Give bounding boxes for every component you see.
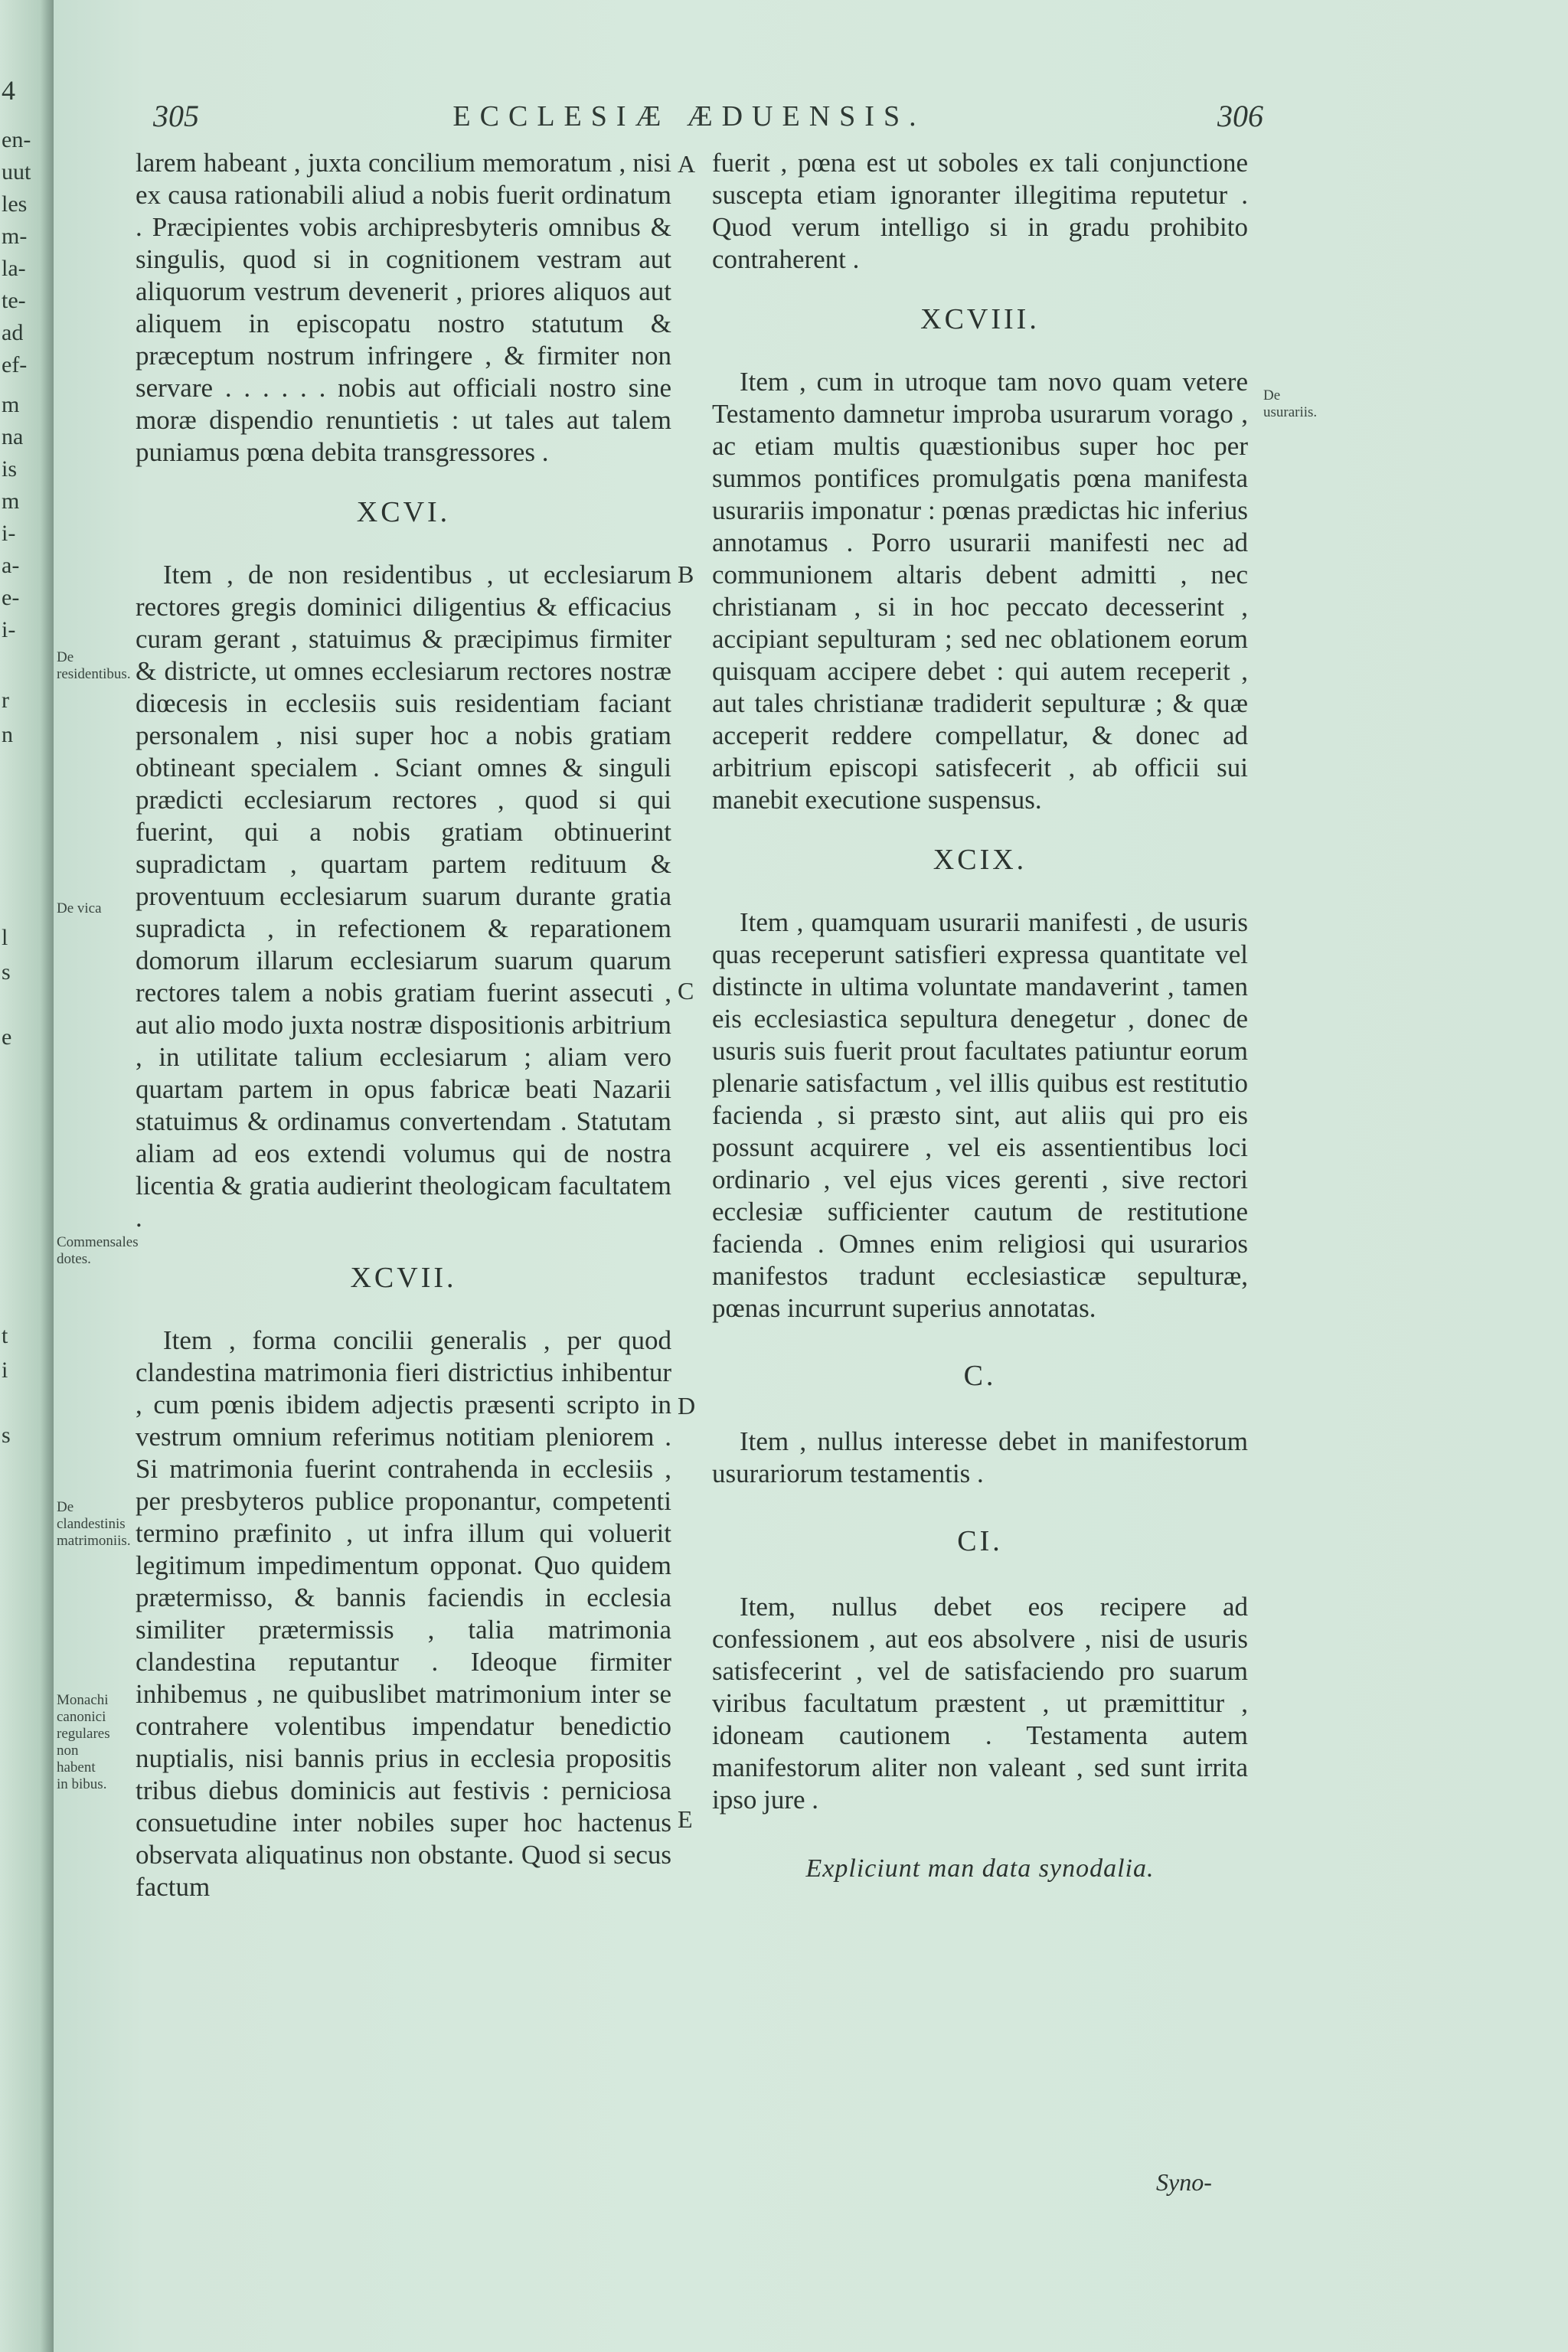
margin-note-usurariis: De usurariis. — [1263, 387, 1318, 420]
margin-note-commensales: Commensales dotes. — [57, 1234, 139, 1267]
paragraph-101: Item, nullus debet eos recipere ad confessionem , aut eos absolvere , nisi de usuris satisfecerint , vel de satisfaciendo pro suarum viribus facultatum præstent , ut præmittitur , idoneam cautionem . Testamenta autem manifestorum aliter non valeant , sed sunt irrita ipso jure . — [712, 1592, 1248, 1815]
paragraph-97: Item , forma concilii generalis , per quod clandestina matrimonia fieri districtius inhibentur , cum pœnis ibidem adjectis præsenti scripto in vestrum omnium referimus notitiam pleniorem . Si matrimonia fuerint contrahenda in ecclesiis , per presbyteros publice proponantur, competenti termino præfinito , ut infra illum qui voluerit legitimum impedimentum opponat. Quo quidem prætermisso, & bannis faciendis in ecclesia similiter prætermissis , talia matrimonia clandestina reputantur . Ideoque firmiter inhibemus , ne quibuslibet matrimonium inter se contrahere volentibus impendatur benedictio nuptialis, nisi bannis prius in ecclesia propositis tribus diebus dominicis aut festivis : perniciosa consuetudine inter nobiles super hoc hactenus observata aliquatinus non obstante. Quod si secus factum — [136, 1325, 671, 1902]
prev-fragment: r — [2, 688, 9, 713]
paragraph-98: Item , cum in utroque tam novo quam vetere Testamento damnetur improba usurarum vorago , ac etiam multis quæstionibus super hoc per summos pontifices promulgatis pœna manifesta usurariis imponatur : pœnas prædictas hic inferius annotamus . Porro usurarii manifesti nec ad communionem altaris debent admitti , nec christianam , si in hoc peccato decesserint , accipiant sepulturam ; sed nec oblationem eorum quisquam accipere debet : qui autem receperit , aut tales christianæ tradiderit sepulturæ ; & quæ acceperit reddere compellatur, & donec ad arbitrium episcopi satisfecerit , ab officii sui manebit executione suspensus. — [712, 367, 1248, 815]
prev-fragment: t — [2, 1323, 8, 1348]
paragraph-99: Item , quamquam usurarii manifesti , de usuris quas receperunt satisfieri expressa quantitate vel distincte in ultima voluntate mandaverint , tamen eis ecclesiastica sepultura denegetur , donec de usuris suis fuerit prout facultates patiuntur eorum plenarie satisfactum , vel illis quibus est restitutio facienda , si præsto sint, aut aliis qui pro eis possunt acquirere , vel eis assentientibus loci ordinario , vel ejus vices gerenti , sive rectori ecclesiæ sufficienter cautum de restitutione facienda . Omnes enim religiosi qui usurarios manifestos tradunt ecclesiasticæ sepulturæ, pœnas incurrunt superius annotatas. — [712, 907, 1248, 1323]
prev-fragment: uut — [2, 159, 31, 185]
prev-fragment: s — [2, 1423, 11, 1448]
prev-fragment: n — [2, 722, 13, 747]
margin-letter-e: E — [678, 1805, 693, 1833]
margin-letter-b: B — [678, 560, 694, 588]
left-column — [136, 147, 671, 1903]
prev-fragment: i — [2, 1357, 8, 1383]
prev-fragment: la- — [2, 256, 26, 281]
margin-note-vicariis: De vica — [57, 900, 102, 916]
prev-fragment: 4 — [2, 75, 15, 106]
prev-fragment: m — [2, 392, 20, 417]
paragraph-100: Item , nullus interesse debet in manifestorum usurariorum testamentis . — [712, 1426, 1248, 1488]
prev-fragment: m- — [2, 224, 28, 249]
margin-letter-c: C — [678, 977, 694, 1004]
running-header — [153, 92, 1263, 138]
prev-fragment: en- — [2, 127, 31, 152]
margin-note-clandestinis: De clandestinis matrimoniis. — [57, 1499, 131, 1549]
prev-fragment: i- — [2, 617, 16, 642]
page-number-left: 305 — [153, 99, 199, 133]
prev-fragment: a- — [2, 553, 20, 578]
running-title: ECCLESIÆ ÆDUENSIS. — [452, 100, 926, 132]
section-heading-100: C. — [963, 1360, 997, 1392]
section-heading-96: XCVI. — [356, 496, 451, 528]
prev-fragment: les — [2, 191, 28, 217]
margin-note-monachi: Monachi canonici regulares non habent in bibus. — [57, 1692, 110, 1792]
prev-fragment: ef- — [2, 352, 28, 377]
section-heading-98: XCVIII. — [920, 303, 1040, 335]
prev-fragment: i- — [2, 521, 16, 546]
prev-fragment: s — [2, 959, 11, 985]
prev-fragment: is — [2, 456, 18, 482]
prev-fragment: m — [2, 488, 20, 514]
previous-page-edge — [0, 0, 54, 2352]
section-heading-99: XCIX. — [933, 844, 1027, 876]
margin-letter-a: A — [678, 150, 696, 178]
prev-fragment: l — [2, 925, 8, 950]
explicit-line: Expliciunt man data synodalia. — [805, 1854, 1155, 1883]
prev-fragment: ad — [2, 320, 24, 345]
section-heading-97: XCVII. — [350, 1262, 457, 1294]
margin-letter-d: D — [678, 1392, 696, 1419]
right-column — [712, 147, 1248, 1885]
page-number-right: 306 — [1217, 99, 1263, 133]
prev-fragment: te- — [2, 288, 26, 313]
prev-fragment: na — [2, 424, 24, 449]
paragraph-intro: larem habeant , juxta concilium memoratum , nisi ex causa rationabili aliud a nobis fuerit ordinatum . Præcipientes vobis archipresbyteris omnibus & singulis, quod si in cognitionem vestram aut aliquorum vestrum devenerit , priores aliquos aut aliquem in episcopatu nostro statutum & præceptum nostrum infringere , & firmiter non servare . . . . . . nobis aut officiali nostro sine moræ dispendio renuntietis : ut tales aut talem puniamus pœna debita transgressores . — [136, 148, 671, 467]
prev-fragment: e — [2, 1024, 12, 1050]
margin-note-residentibus: De residentibus. — [57, 649, 131, 682]
section-heading-101: CI. — [957, 1525, 1003, 1557]
catchword: Syno- — [1156, 2168, 1212, 2196]
paragraph-96: Item , de non residentibus , ut ecclesiarum rectores gregis dominici diligentius & efficacius curam gerant , statuimus & præcipimus firmiter & districte, ut omnes ecclesiarum rectores nostræ diœcesis in ecclesiis suis residentiam faciant personalem , nisi super hoc a nobis gratiam obtineant specialem . Sciant omnes & singuli prædicti ecclesiarum rectores , quod si qui fuerint, qui a nobis gratiam obtinuerint supradictam , quartam partem redituum & proventuum ecclesiarum suarum durante gratia supradicta , in refectionem & reparationem domorum illarum ecclesiarum suarum quarum rectores talem a nobis gratiam fuerint assecuti , aut alio modo juxta nostræ dispositionis arbitrium , in utilitate talium ecclesiarum ; aliam vero quartam partem in opus fabricæ beati Nazarii statuimus & ordinamus convertendam . Statutam aliam ad eos extendi volumus qui de nostra licentia & gratia audierint theologicam facultatem . — [136, 560, 671, 1233]
prev-fragment: e- — [2, 585, 20, 610]
paragraph-continuation: fuerit , pœna est ut soboles ex tali conjunctione suscepta etiam ignoranter illegitima reputetur . Quod verum intelligo si in gradu prohibito contraherent . — [712, 148, 1248, 274]
